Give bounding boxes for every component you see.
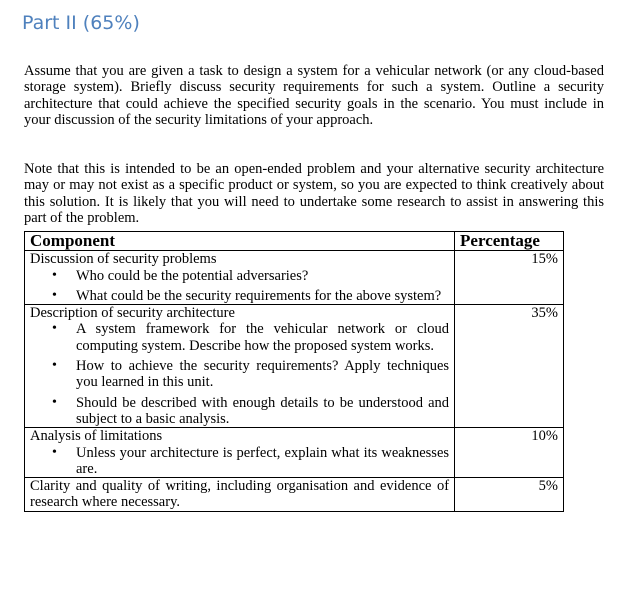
component-cell — [25, 428, 455, 478]
percentage-cell: 10% — [455, 428, 564, 478]
bullet-list — [30, 445, 449, 478]
component-cell — [25, 251, 455, 305]
list-item-text: A system framework for the vehicular network or cloud computing system. Describe how the proposed system works. — [76, 321, 450, 354]
list-item — [52, 358, 450, 391]
list-item — [52, 444, 450, 478]
list-item-text: Unless your architecture is perfect, explain what its weaknesses are. — [76, 444, 450, 477]
section-heading: Part II (65%) — [22, 12, 140, 34]
bullet-icon: • — [52, 444, 57, 460]
list-item — [52, 394, 450, 428]
component-header: Component — [25, 232, 455, 251]
component-title: Analysis of limitations — [30, 428, 163, 445]
list-item — [52, 267, 449, 284]
component-cell — [25, 305, 455, 428]
task-paragraph: Assume that you are given a task to design a system for a vehicular network (or any cloud-based storage system). Briefly discuss security requirements for such a system. Outline a security architecture that could achieve the specified security goals in the scenario. You must include in your discussion of the security limitations of your approach. — [24, 63, 604, 128]
note-paragraph: Note that this is intended to be an open-ended problem and your alternative security architecture may or may not exist as a specific product or system, so you are expected to think creatively about this solution. It is likely that you will need to undertake some research to assist in answering this part of the problem. — [24, 161, 604, 226]
list-item — [52, 321, 450, 354]
component-cell — [25, 478, 455, 512]
list-item-text: Who could be the potential adversaries? — [76, 267, 309, 284]
percentage-cell: 15% — [455, 251, 564, 305]
bullet-icon: • — [52, 394, 57, 410]
component-title: Description of security architecture — [30, 305, 235, 322]
bullet-list — [30, 268, 449, 305]
marking-table — [24, 231, 564, 512]
table-row — [25, 251, 564, 305]
bullet-icon: • — [52, 358, 57, 374]
component-title: Discussion of security problems — [30, 251, 217, 268]
list-item-text: What could be the security requirements for the above system? — [76, 287, 442, 304]
component-title: Clarity and quality of writing, including organisation and evidence of research where necessary. — [30, 478, 450, 511]
table-header-row — [25, 232, 564, 251]
list-item — [52, 287, 449, 304]
bullet-icon: • — [52, 267, 57, 283]
bullet-icon: • — [52, 321, 57, 337]
list-item-text: How to achieve the security requirements? Apply techniques you learned in this unit. — [76, 358, 450, 391]
percentage-cell: 35% — [455, 305, 564, 428]
bullet-list — [30, 321, 449, 427]
percentage-cell: 5% — [455, 478, 564, 512]
list-item-text: Should be described with enough details to be understood and subject to a basic analysis. — [76, 394, 450, 427]
percentage-header: Percentage — [455, 232, 564, 251]
table-row — [25, 428, 564, 478]
bullet-icon: • — [52, 287, 57, 303]
table-row — [25, 478, 564, 512]
table-row — [25, 305, 564, 428]
